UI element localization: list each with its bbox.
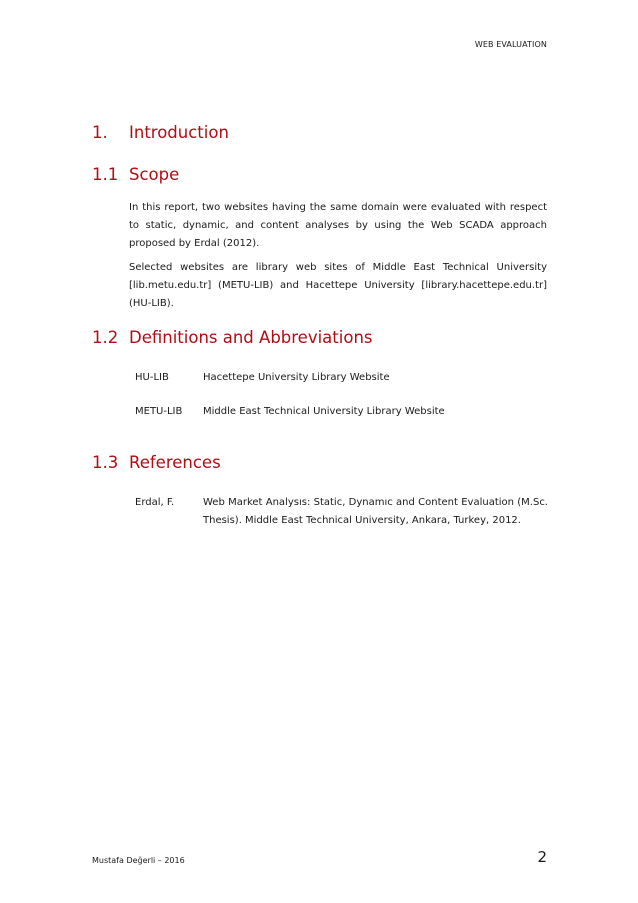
heading-number: 1.2 xyxy=(92,328,119,347)
definition-description: Middle East Technical University Library Website xyxy=(203,406,445,417)
heading-number: 1. xyxy=(92,123,108,142)
definition-description: Hacettepe University Library Website xyxy=(203,372,390,383)
heading-title: Scope xyxy=(129,165,180,184)
footer-author: Mustafa Değerli – 2016 xyxy=(92,856,185,865)
heading-references xyxy=(92,453,221,472)
heading-title: Definitions and Abbreviations xyxy=(129,328,373,347)
heading-title: References xyxy=(129,453,221,472)
scope-paragraph-2: Selected websites are library web sites of Middle East Technical University [lib.metu.edu.tr] (METU-LIB) and Hacettepe University [library.hacettepe.edu.tr] (HU-LIB). xyxy=(129,262,547,309)
heading-scope xyxy=(92,165,179,184)
heading-number: 1.3 xyxy=(92,453,119,472)
running-header: WEB EVALUATION xyxy=(474,40,547,49)
definition-term: HU-LIB xyxy=(135,372,169,383)
reference-key: Erdal, F. xyxy=(135,497,175,508)
heading-number: 1.1 xyxy=(92,165,119,184)
reference-text: Web Market Analysıs: Static, Dynamıc and Content Evaluation (M.Sc. Thesis). Middle East Technical University, Ankara, Turkey, 2012. xyxy=(203,497,548,526)
heading-introduction xyxy=(92,123,229,142)
heading-title: Introduction xyxy=(129,123,229,142)
scope-paragraph-1: In this report, two websites having the same domain were evaluated with respect to static, dynamic, and content analyses by using the Web SCADA approach proposed by Erdal (2012). xyxy=(129,202,547,249)
definition-term: METU-LIB xyxy=(135,406,183,417)
heading-definitions xyxy=(92,328,373,347)
page-number: 2 xyxy=(537,848,547,866)
